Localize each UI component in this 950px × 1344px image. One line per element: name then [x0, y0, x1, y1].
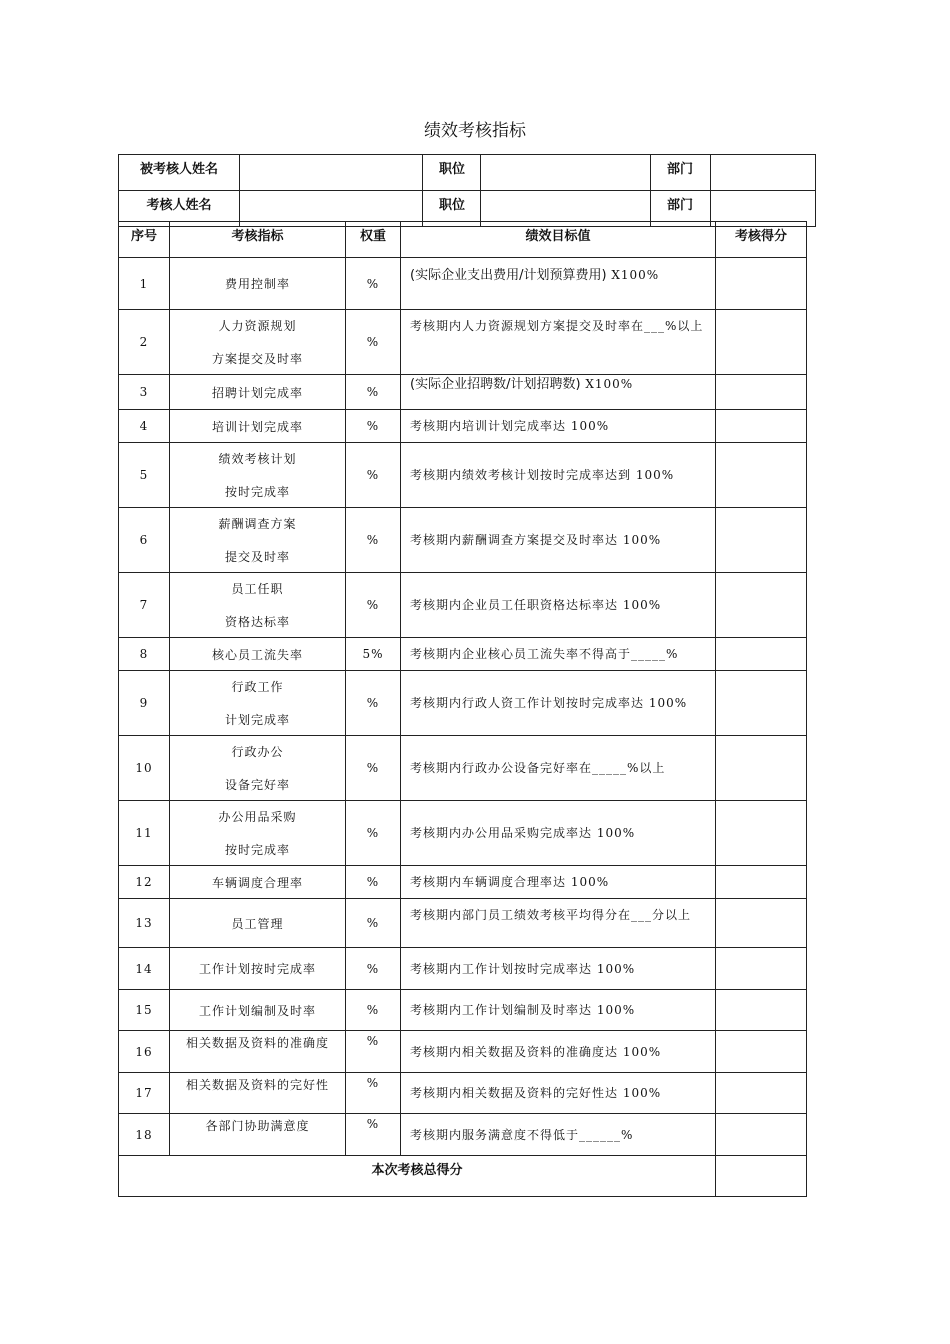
weight-cell: %	[346, 801, 401, 866]
indicator-text: 行政工作	[231, 680, 284, 694]
examiner-name-label: 考核人姓名	[119, 191, 240, 227]
row-number: 14	[119, 948, 170, 990]
indicator-text: 相关数据及资料的完好性	[185, 1078, 329, 1092]
indicator-text: 计划完成率	[224, 713, 290, 727]
row-number: 16	[119, 1031, 170, 1073]
target-text: X100%	[585, 377, 634, 391]
weight-cell: %	[346, 736, 401, 801]
target-text: 考核期内办公用品采购完成率达 100%	[410, 826, 636, 840]
weight-cell: %	[346, 1073, 401, 1114]
row-number: 12	[119, 866, 170, 899]
indicator-text: 设备完好率	[224, 778, 290, 792]
row-number: 4	[119, 410, 170, 443]
score-field[interactable]	[716, 899, 807, 948]
indicator-cell	[170, 443, 346, 508]
examiner-position-label: 职位	[423, 191, 481, 227]
table-row	[119, 948, 807, 990]
indicator-text: 资格达标率	[224, 615, 290, 629]
score-field[interactable]	[716, 258, 807, 310]
indicator-cell	[170, 801, 346, 866]
score-field[interactable]	[716, 638, 807, 671]
row-number: 6	[119, 508, 170, 573]
score-field[interactable]	[716, 1114, 807, 1156]
indicator-text: 培训计划完成率	[211, 419, 303, 434]
indicator-cell	[170, 375, 346, 410]
row-number: 13	[119, 899, 170, 948]
table-row	[119, 1114, 807, 1156]
examinee-name-field[interactable]	[240, 155, 423, 191]
table-header-row	[119, 222, 807, 258]
target-text: 考核期内车辆调度合理率达 100%	[410, 875, 610, 889]
score-field[interactable]	[716, 1073, 807, 1114]
target-cell	[401, 990, 716, 1031]
target-cell	[401, 948, 716, 990]
target-text: 考核期内服务满意度不得低于______%	[410, 1127, 634, 1142]
column-header-indicator: 考核指标	[170, 222, 346, 258]
weight-cell: %	[346, 443, 401, 508]
target-text: 考核期内相关数据及资料的准确度达 100%	[410, 1044, 662, 1059]
indicator-text: 提交及时率	[224, 550, 290, 564]
target-cell	[401, 866, 716, 899]
indicator-cell	[170, 508, 346, 573]
indicator-cell	[170, 1073, 346, 1114]
indicator-cell	[170, 410, 346, 443]
indicator-text: 人力资源规划	[218, 319, 297, 333]
target-cell	[401, 310, 716, 375]
target-text: 考核期内工作计划按时完成率达 100%	[410, 961, 636, 976]
row-number: 15	[119, 990, 170, 1031]
table-row	[119, 508, 807, 573]
indicator-text: 各部门协助满意度	[205, 1119, 310, 1133]
target-cell	[401, 258, 716, 310]
indicator-cell	[170, 899, 346, 948]
weight-cell: %	[346, 899, 401, 948]
indicator-cell	[170, 736, 346, 801]
table-row	[119, 736, 807, 801]
score-field[interactable]	[716, 671, 807, 736]
target-cell	[401, 1031, 716, 1073]
target-cell	[401, 573, 716, 638]
table-row	[119, 443, 807, 508]
weight-cell: %	[346, 1114, 401, 1156]
indicator-cell	[170, 948, 346, 990]
examiner-department-label: 部门	[651, 191, 711, 227]
target-cell	[401, 1073, 716, 1114]
indicator-cell	[170, 258, 346, 310]
row-number: 9	[119, 671, 170, 736]
target-text: 考核期内行政人资工作计划按时完成率达 100%	[410, 696, 688, 710]
indicator-text: 相关数据及资料的准确度	[185, 1036, 329, 1050]
score-field[interactable]	[716, 310, 807, 375]
weight-cell: %	[346, 1031, 401, 1073]
kpi-table	[118, 221, 807, 1197]
score-field[interactable]	[716, 410, 807, 443]
weight-cell: %	[346, 990, 401, 1031]
target-cell	[401, 375, 716, 410]
page-title: 绩效考核指标	[424, 121, 526, 141]
target-text: 考核期内企业员工任职资格达标率达 100%	[410, 598, 662, 612]
indicator-cell	[170, 310, 346, 375]
table-row	[119, 899, 807, 948]
indicator-text: 工作计划按时完成率	[198, 962, 316, 976]
target-text: 考核期内工作计划编制及时率达 100%	[410, 1003, 636, 1017]
row-number: 10	[119, 736, 170, 801]
indicator-cell	[170, 1031, 346, 1073]
indicator-text: 按时完成率	[224, 843, 290, 857]
total-score-label: 本次考核总得分	[119, 1156, 716, 1197]
table-row	[119, 310, 807, 375]
indicator-cell	[170, 866, 346, 899]
indicator-text: 招聘计划完成率	[211, 385, 303, 400]
row-number: 3	[119, 375, 170, 410]
weight-cell: %	[346, 410, 401, 443]
table-row	[119, 990, 807, 1031]
weight-cell: %	[346, 258, 401, 310]
row-number: 2	[119, 310, 170, 375]
indicator-text: 办公用品采购	[218, 810, 297, 824]
indicator-text: 方案提交及时率	[211, 352, 303, 366]
target-cell	[401, 443, 716, 508]
table-row	[119, 1031, 807, 1073]
target-cell	[401, 671, 716, 736]
row-number: 17	[119, 1073, 170, 1114]
total-row	[119, 1156, 807, 1197]
score-field[interactable]	[716, 866, 807, 899]
row-number: 1	[119, 258, 170, 310]
indicator-text: 核心员工流失率	[211, 647, 303, 662]
total-score-field[interactable]	[716, 1156, 807, 1197]
score-field[interactable]	[716, 1031, 807, 1073]
target-text: 考核期内绩效考核计划按时完成率达到 100%	[410, 468, 675, 482]
score-field[interactable]	[716, 990, 807, 1031]
target-cell	[401, 736, 716, 801]
target-formula: (实际企业招聘数/计划招聘数)	[410, 377, 581, 392]
target-text: 考核期内薪酬调查方案提交及时率达 100%	[410, 533, 662, 547]
indicator-cell	[170, 990, 346, 1031]
weight-cell: 5%	[346, 638, 401, 671]
score-field[interactable]	[716, 573, 807, 638]
target-text: 考核期内企业核心员工流失率不得高于_____%	[410, 647, 679, 661]
indicator-text: 绩效考核计划	[218, 452, 297, 466]
score-field[interactable]	[716, 375, 807, 410]
table-row	[119, 638, 807, 671]
column-header-score: 考核得分	[716, 222, 807, 258]
weight-cell: %	[346, 948, 401, 990]
examinee-position-label: 职位	[423, 155, 481, 191]
indicator-text: 薪酬调查方案	[218, 517, 297, 531]
indicator-text: 员工管理	[231, 916, 284, 931]
score-field[interactable]	[716, 508, 807, 573]
indicator-text: 工作计划编制及时率	[198, 1003, 316, 1018]
examinee-position-field[interactable]	[481, 155, 651, 191]
target-cell	[401, 1114, 716, 1156]
indicator-cell	[170, 573, 346, 638]
score-field[interactable]	[716, 948, 807, 990]
weight-cell: %	[346, 508, 401, 573]
column-header-weight: 权重	[346, 222, 401, 258]
row-number: 5	[119, 443, 170, 508]
indicator-cell	[170, 638, 346, 671]
score-field[interactable]	[716, 736, 807, 801]
target-text: 考核期内培训计划完成率达 100%	[410, 419, 610, 433]
table-row	[119, 258, 807, 310]
table-row	[119, 573, 807, 638]
indicator-text: 员工任职	[231, 582, 284, 596]
row-number: 18	[119, 1114, 170, 1156]
table-row	[119, 671, 807, 736]
indicator-text: 行政办公	[231, 745, 284, 759]
indicator-text: 按时完成率	[224, 485, 290, 499]
row-number: 11	[119, 801, 170, 866]
indicator-text: 费用控制率	[224, 277, 290, 291]
table-row	[119, 410, 807, 443]
score-field[interactable]	[716, 801, 807, 866]
weight-cell: %	[346, 310, 401, 375]
target-text: X100%	[611, 268, 660, 282]
table-row	[119, 375, 807, 410]
target-cell	[401, 801, 716, 866]
table-row	[119, 801, 807, 866]
column-header-target: 绩效目标值	[401, 222, 716, 258]
target-text: 考核期内部门员工绩效考核平均得分在___分以上	[410, 908, 692, 922]
row-number: 8	[119, 638, 170, 671]
target-text: 考核期内行政办公设备完好率在_____%以上	[410, 761, 666, 775]
target-formula: (实际企业支出费用/计划预算费用)	[410, 268, 607, 283]
weight-cell: %	[346, 375, 401, 410]
target-text: 考核期内人力资源规划方案提交及时率在___%以上	[410, 319, 704, 333]
target-cell	[401, 899, 716, 948]
indicator-cell	[170, 1114, 346, 1156]
score-field[interactable]	[716, 443, 807, 508]
weight-cell: %	[346, 573, 401, 638]
examinee-department-label: 部门	[651, 155, 711, 191]
weight-cell: %	[346, 866, 401, 899]
examinee-name-label: 被考核人姓名	[119, 155, 240, 191]
examinee-row	[119, 155, 816, 191]
table-row	[119, 866, 807, 899]
target-cell	[401, 638, 716, 671]
column-header-no: 序号	[119, 222, 170, 258]
row-number: 7	[119, 573, 170, 638]
table-row	[119, 1073, 807, 1114]
weight-cell: %	[346, 671, 401, 736]
target-cell	[401, 508, 716, 573]
personnel-info-table	[118, 154, 816, 227]
indicator-cell	[170, 671, 346, 736]
examinee-department-field[interactable]	[711, 155, 816, 191]
target-cell	[401, 410, 716, 443]
indicator-text: 车辆调度合理率	[211, 875, 303, 890]
target-text: 考核期内相关数据及资料的完好性达 100%	[410, 1086, 662, 1100]
